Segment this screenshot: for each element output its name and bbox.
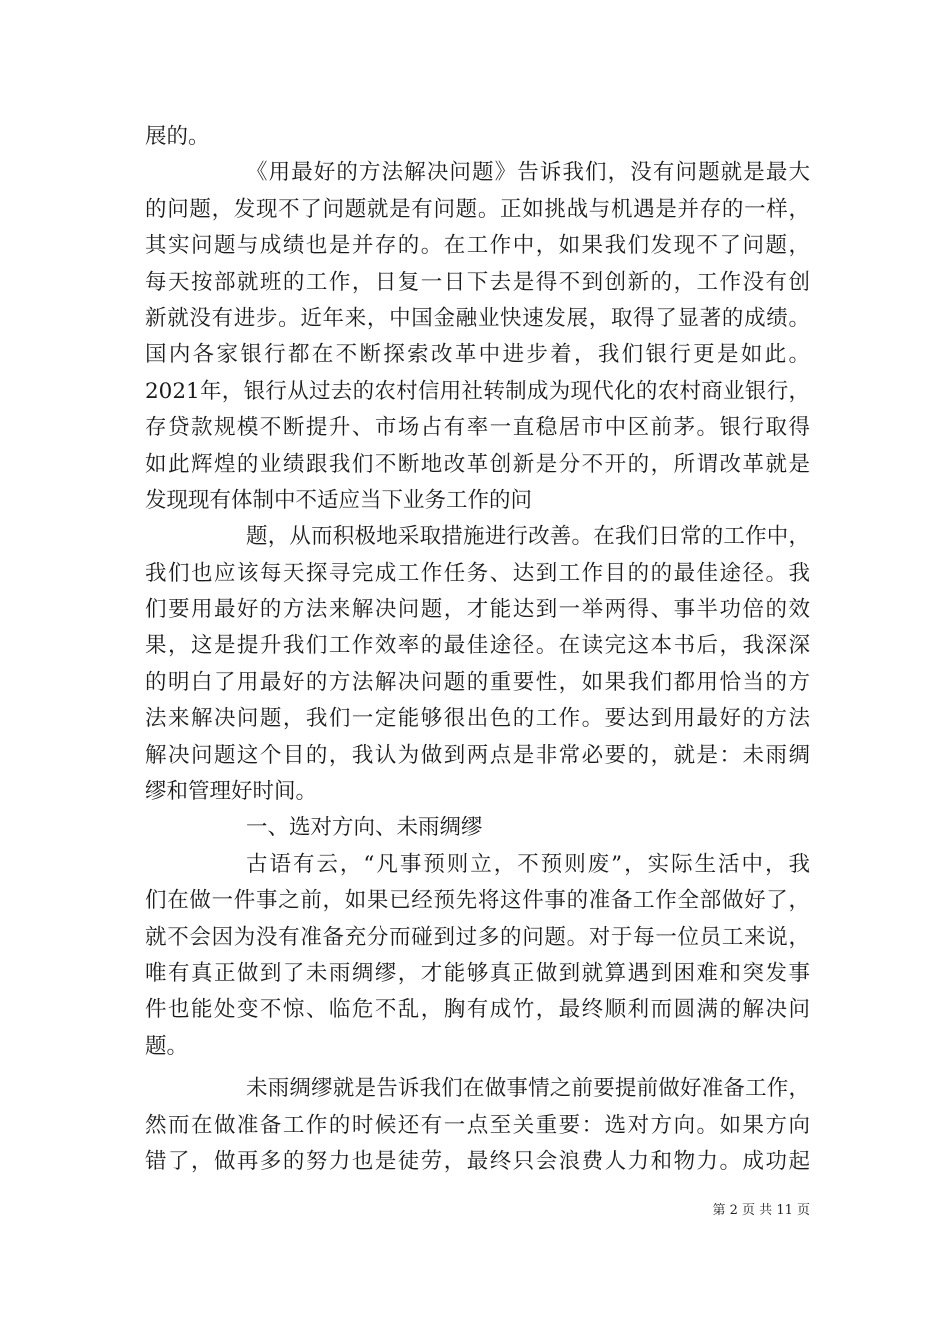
text-line: 古语有云，“凡事预则立，不预则废”，实际生活中，我: [246, 851, 810, 877]
page-footer: 第 2 页 共 11 页: [712, 1203, 810, 1218]
text-line: 如此辉煌的业绩跟我们不断地改革创新是分不开的，所谓改革就是: [145, 451, 810, 477]
text-line: 我们也应该每天探寻完成工作任务、达到工作目的的最佳途径。我: [145, 560, 810, 586]
text-line: 题，从而积极地采取措施进行改善。在我们日常的工作中，: [246, 524, 810, 550]
text-line: 法来解决问题，我们一定能够很出色的工作。要达到用最好的方法: [145, 706, 810, 732]
text-line: 唯有真正做到了未雨绸缪，才能够真正做到就算遇到困难和突发事: [145, 960, 810, 986]
text-line: 的明白了用最好的方法解决问题的重要性，如果我们都用恰当的方: [145, 669, 810, 695]
text-line: 就不会因为没有准备充分而碰到过多的问题。对于每一位员工来说，: [145, 924, 810, 950]
text-line: 未雨绸缪就是告诉我们在做事情之前要提前做好准备工作，: [246, 1076, 810, 1102]
text-line: 的问题，发现不了问题就是有问题。正如挑战与机遇是并存的一样，: [145, 196, 810, 222]
text-line: 每天按部就班的工作，日复一日下去是得不到创新的，工作没有创: [145, 269, 810, 295]
text-line: 新就没有进步。近年来，中国金融业快速发展，取得了显著的成绩。: [145, 305, 810, 331]
text-line: 《用最好的方法解决问题》告诉我们，没有问题就是最大: [246, 160, 810, 186]
text-line: 存贷款规模不断提升、市场占有率一直稳居市中区前茅。银行取得: [145, 415, 810, 441]
text-line: 题。: [145, 1033, 189, 1059]
text-line: 一、选对方向、未雨绸缪: [246, 815, 483, 841]
text-line: 展的。: [145, 124, 210, 149]
text-line: 缪和管理好时间。: [145, 779, 318, 805]
text-line: 件也能处变不惊、临危不乱，胸有成竹，最终顺利而圆满的解决问: [145, 997, 810, 1023]
body-text: [145, 119, 810, 1180]
text-line: 2021年，银行从过去的农村信用社转制成为现代化的农村商业银行，: [145, 378, 810, 404]
text-line: 果，这是提升我们工作效率的最佳途径。在读完这本书后，我深深: [145, 633, 810, 659]
text-line: 然而在做准备工作的时候还有一点至关重要：选对方向。如果方向: [145, 1112, 810, 1138]
text-line: 错了，做再多的努力也是徒劳，最终只会浪费人力和物力。成功起: [145, 1148, 810, 1174]
text-line: 们要用最好的方法来解决问题，才能达到一举两得、事半功倍的效: [145, 597, 810, 623]
text-line: 解决问题这个目的，我认为做到两点是非常必要的，就是：未雨绸: [145, 742, 810, 768]
text-line: 们在做一件事之前，如果已经预先将这件事的准备工作全部做好了，: [145, 888, 810, 914]
text-line: 其实问题与成绩也是并存的。在工作中，如果我们发现不了问题，: [145, 233, 810, 259]
text-line: 国内各家银行都在不断探索改革中进步着，我们银行更是如此。: [145, 342, 810, 368]
text-line: 发现现有体制中不适应当下业务工作的问: [145, 487, 533, 513]
